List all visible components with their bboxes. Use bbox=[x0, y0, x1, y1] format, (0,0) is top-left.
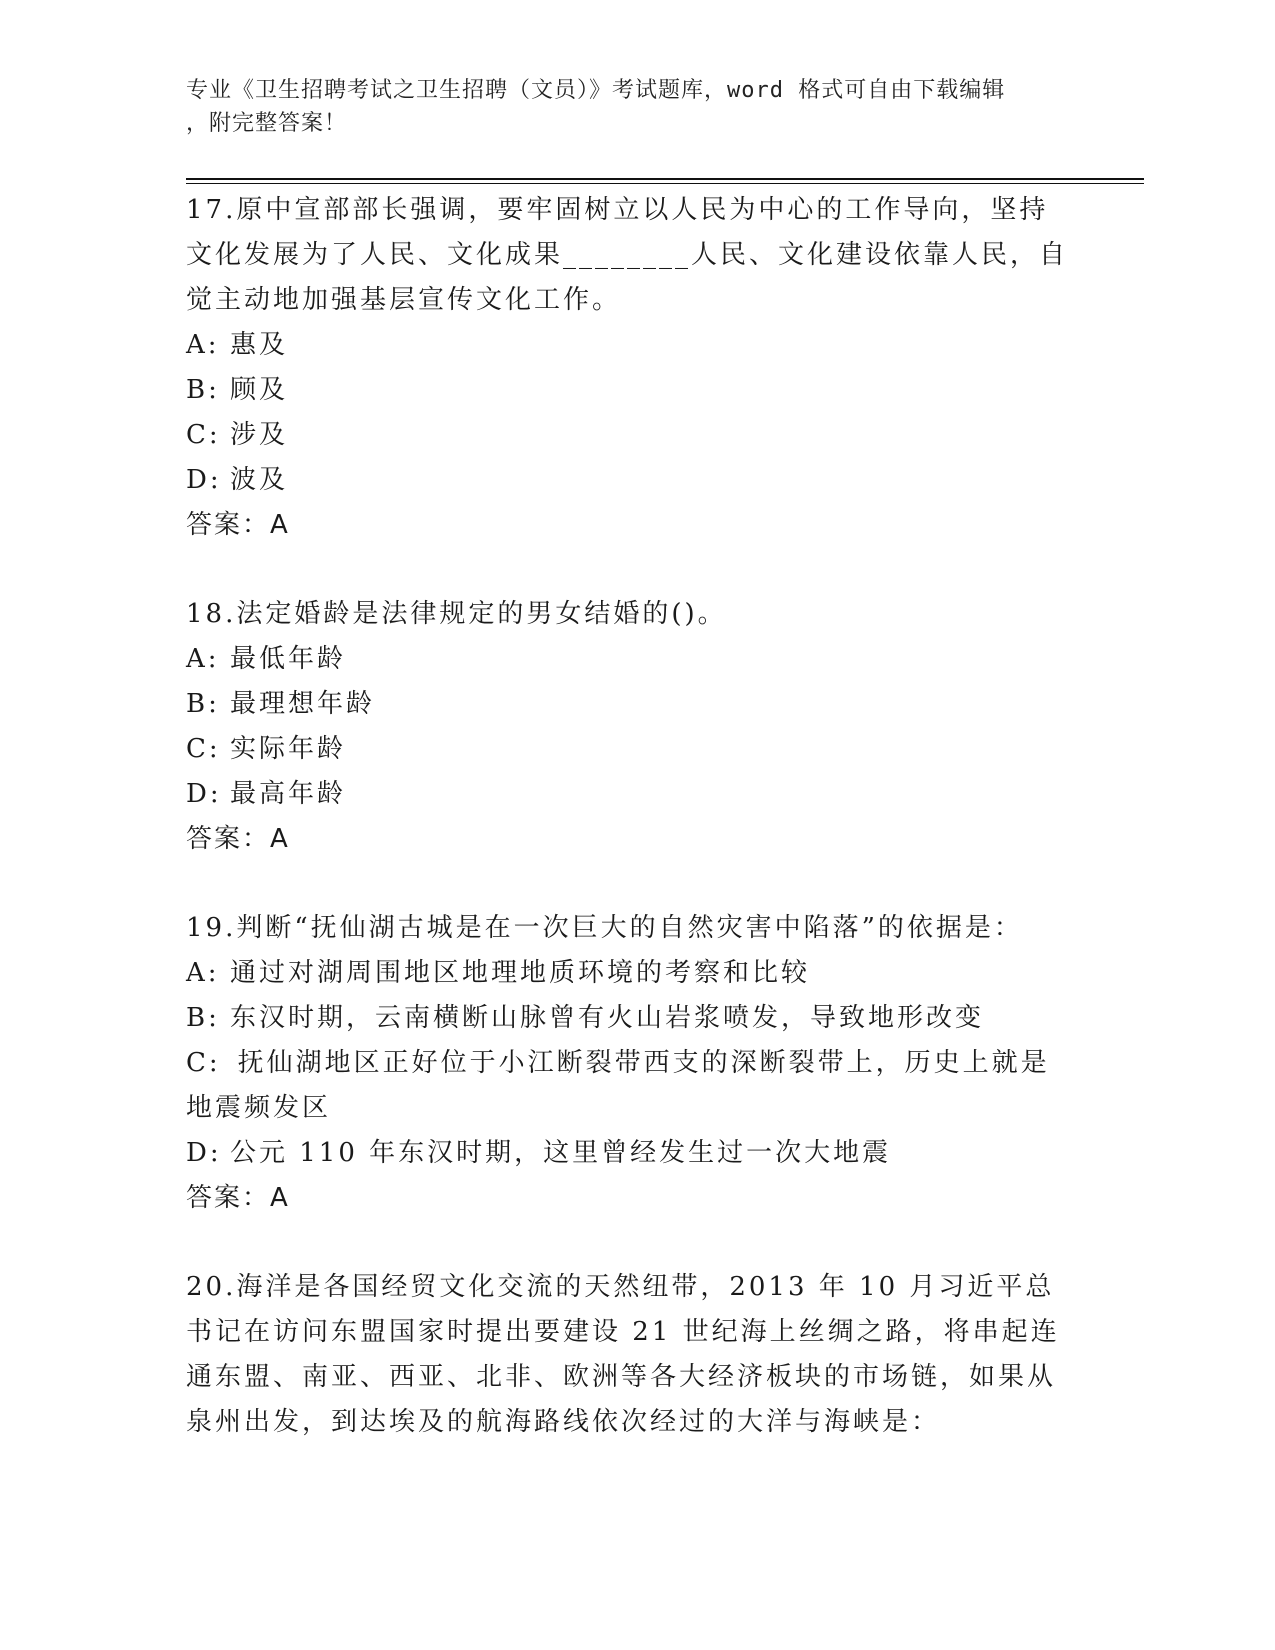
question-list bbox=[186, 188, 1071, 1489]
option-text: 实际年龄 bbox=[230, 734, 347, 764]
header-line-2: ，附完整答案！ bbox=[186, 111, 348, 136]
question-20 bbox=[186, 1265, 1071, 1445]
option-text: 最高年龄 bbox=[230, 779, 347, 809]
option-key: C: bbox=[186, 734, 221, 764]
question-stem: 20.海洋是各国经贸文化交流的天然纽带，2013 年 10 月习近平总书记在访问东盟国家时提出要建设 21 世纪海上丝绸之路，将串起连通东盟、南亚、西亚、北非、欧洲等各大经济板块的市场链，如果从泉州出发，到达埃及的航海路线依次经过的大洋与海峡是： bbox=[186, 1272, 1060, 1437]
question-18 bbox=[186, 592, 1071, 862]
question-stem: 18.法定婚龄是法律规定的男女结婚的()。 bbox=[186, 599, 727, 629]
option-key: B: bbox=[186, 689, 220, 719]
option-text: 最理想年龄 bbox=[230, 689, 376, 719]
option-key: D: bbox=[186, 465, 222, 495]
option-text: 抚仙湖地区正好位于小江断裂带西支的深断裂带上，历史上就是地震频发区 bbox=[186, 1048, 1050, 1123]
option-d bbox=[186, 458, 1071, 503]
header-rule-thick bbox=[186, 178, 1144, 180]
question-19 bbox=[186, 906, 1071, 1221]
option-b bbox=[186, 368, 1071, 413]
document-header bbox=[186, 74, 1066, 140]
option-text: 东汉时期，云南横断山脉曾有火山岩浆喷发，导致地形改变 bbox=[230, 1003, 985, 1033]
option-d bbox=[186, 772, 1071, 817]
question-stem: 19.判断“抚仙湖古城是在一次巨大的自然灾害中陷落”的依据是： bbox=[186, 913, 1023, 943]
option-key: D: bbox=[186, 779, 222, 809]
option-key: A: bbox=[186, 958, 220, 988]
question-stem: 17.原中宣部部长强调，要牢固树立以人民为中心的工作导向，坚持文化发展为了人民、文化成果________人民、文化建设依靠人民，自觉主动地加强基层宣传文化工作。 bbox=[186, 195, 1069, 315]
option-text: 顾及 bbox=[230, 375, 289, 405]
option-a bbox=[186, 637, 1071, 682]
answer-line: 答案：A bbox=[186, 510, 290, 540]
option-text: 惠及 bbox=[230, 330, 289, 360]
header-rule-thin bbox=[186, 183, 1144, 184]
option-c bbox=[186, 413, 1071, 458]
option-b bbox=[186, 682, 1071, 727]
answer-line: 答案：A bbox=[186, 824, 290, 854]
option-a bbox=[186, 323, 1071, 368]
option-c bbox=[186, 1041, 1071, 1131]
option-text: 涉及 bbox=[230, 420, 289, 450]
option-text: 波及 bbox=[230, 465, 289, 495]
option-key: D: bbox=[186, 1138, 222, 1168]
option-key: C: bbox=[186, 1048, 221, 1078]
option-text: 公元 110 年东汉时期，这里曾经发生过一次大地震 bbox=[230, 1138, 892, 1168]
option-key: A: bbox=[186, 330, 220, 360]
header-line-1: 专业《卫生招聘考试之卫生招聘（文员）》考试题库，word 格式可自由下载编辑 bbox=[186, 78, 1006, 103]
option-text: 最低年龄 bbox=[230, 644, 347, 674]
option-c bbox=[186, 727, 1071, 772]
question-17 bbox=[186, 188, 1071, 548]
answer-line: 答案：A bbox=[186, 1183, 290, 1213]
option-key: C: bbox=[186, 420, 221, 450]
option-b bbox=[186, 996, 1071, 1041]
option-text: 通过对湖周围地区地理地质环境的考察和比较 bbox=[230, 958, 811, 988]
option-a bbox=[186, 951, 1071, 996]
option-key: A: bbox=[186, 644, 220, 674]
option-d bbox=[186, 1131, 1071, 1176]
option-key: B: bbox=[186, 1003, 220, 1033]
option-key: B: bbox=[186, 375, 220, 405]
